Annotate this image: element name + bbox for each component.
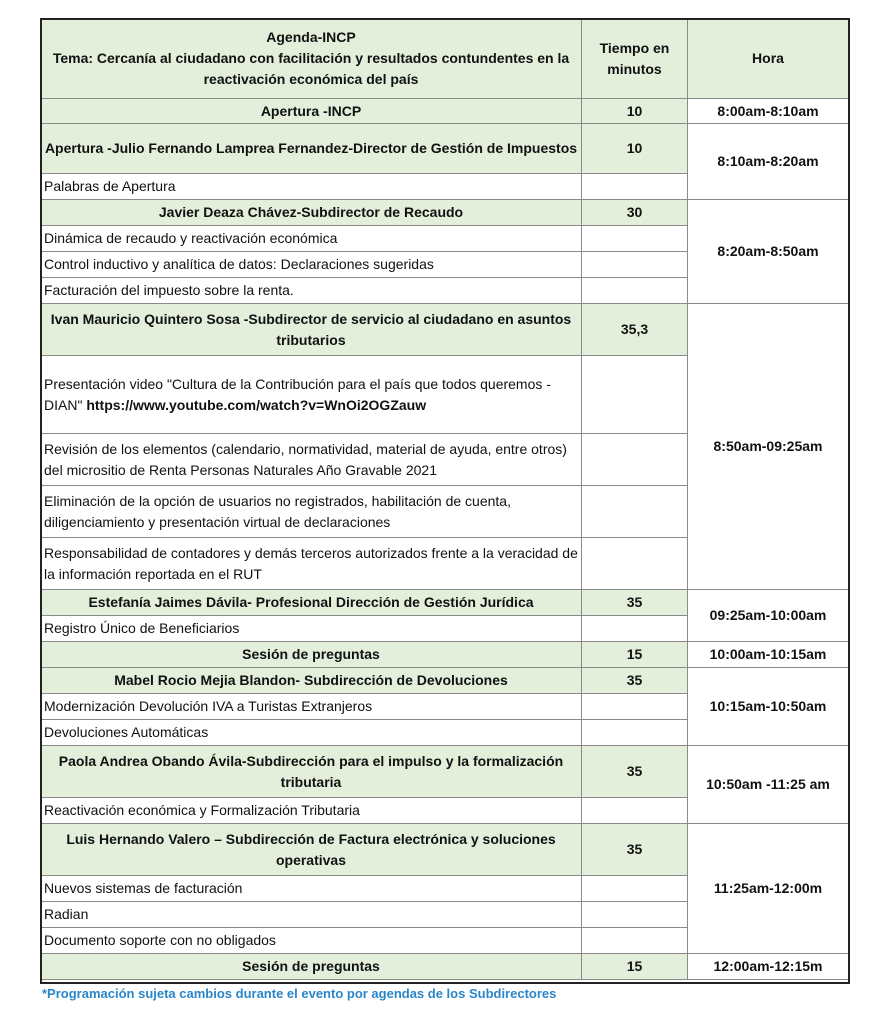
empty-cell xyxy=(582,486,688,538)
topic-item: Responsabilidad de contadores y demás terceros autorizados frente a la veracidad de la información reportada en el RUT xyxy=(41,538,582,590)
empty-cell xyxy=(582,356,688,434)
table-row xyxy=(41,124,849,174)
session-hour: 09:25am-10:00am xyxy=(688,590,849,642)
topic-item: Documento soporte con no obligados xyxy=(41,928,582,954)
session-minutes: 15 xyxy=(582,954,688,980)
footnote: *Programación sujeta cambios durante el evento por agendas de los Subdirectores xyxy=(42,986,557,1001)
topic-item: Facturación del impuesto sobre la renta. xyxy=(41,278,582,304)
session-hour: 12:00am-12:15m xyxy=(688,954,849,980)
empty-cell xyxy=(582,434,688,486)
session-hour: 8:00am-8:10am xyxy=(688,99,849,124)
topic-item: Revisión de los elementos (calendario, normatividad, material de ayuda, entre otros) del micrositio de Renta Personas Naturales Año Gravable 2021 xyxy=(41,434,582,486)
table-row xyxy=(41,824,849,876)
table-row xyxy=(41,590,849,616)
agenda-title-cell xyxy=(41,19,582,99)
session-title: Paola Andrea Obando Ávila-Subdirección para el impulso y la formalización tributaria xyxy=(41,746,582,798)
empty-cell xyxy=(582,278,688,304)
topic-item: Registro Único de Beneficiarios xyxy=(41,616,582,642)
session-minutes: 10 xyxy=(582,124,688,174)
session-minutes: 35 xyxy=(582,668,688,694)
empty-cell xyxy=(582,928,688,954)
session-title: Javier Deaza Chávez-Subdirector de Recaudo xyxy=(41,200,582,226)
session-title: Luis Hernando Valero – Subdirección de Factura electrónica y soluciones operativas xyxy=(41,824,582,876)
session-minutes: 35 xyxy=(582,746,688,798)
topic-item: Control inductivo y analítica de datos: Declaraciones sugeridas xyxy=(41,252,582,278)
empty-cell xyxy=(582,174,688,200)
session-minutes: 30 xyxy=(582,200,688,226)
table-row xyxy=(41,668,849,694)
hour-column-header: Hora xyxy=(688,19,849,99)
table-header-row xyxy=(41,19,849,99)
session-minutes: 35 xyxy=(582,824,688,876)
session-title: Sesión de preguntas xyxy=(41,642,582,668)
session-minutes: 35,3 xyxy=(582,304,688,356)
table-row xyxy=(41,746,849,798)
session-hour: 10:15am-10:50am xyxy=(688,668,849,746)
agenda-theme: Tema: Cercanía al ciudadano con facilitación y resultados contundentes en la reactivación económica del país xyxy=(52,50,570,87)
empty-cell xyxy=(582,720,688,746)
session-title: Ivan Mauricio Quintero Sosa -Subdirector de servicio al ciudadano en asuntos tributarios xyxy=(41,304,582,356)
table-row xyxy=(41,99,849,124)
session-minutes: 15 xyxy=(582,642,688,668)
session-hour: 10:50am -11:25 am xyxy=(688,746,849,824)
topic-item: Modernización Devolución IVA a Turistas Extranjeros xyxy=(41,694,582,720)
session-minutes: 35 xyxy=(582,590,688,616)
session-title: Mabel Rocio Mejia Blandon- Subdirección de Devoluciones xyxy=(41,668,582,694)
session-title: Apertura -INCP xyxy=(41,99,582,124)
empty-cell xyxy=(582,876,688,902)
table-row xyxy=(41,304,849,356)
topic-item: Radian xyxy=(41,902,582,928)
video-description: Presentación video "Cultura de la Contribución para el país que todos queremos - DIAN" xyxy=(44,375,551,413)
topic-item: Palabras de Apertura xyxy=(41,174,582,200)
session-title: Estefanía Jaimes Dávila- Profesional Dirección de Gestión Jurídica xyxy=(41,590,582,616)
empty-cell xyxy=(582,694,688,720)
topic-item: Nuevos sistemas de facturación xyxy=(41,876,582,902)
session-hour: 8:20am-8:50am xyxy=(688,200,849,304)
empty-cell xyxy=(582,616,688,642)
table-row xyxy=(41,954,849,980)
topic-item-video xyxy=(41,356,582,434)
session-hour: 8:50am-09:25am xyxy=(688,304,849,590)
table-row xyxy=(41,642,849,668)
session-hour: 8:10am-8:20am xyxy=(688,124,849,200)
topic-item: Eliminación de la opción de usuarios no registrados, habilitación de cuenta, diligenciamiento y presentación virtual de declaraciones xyxy=(41,486,582,538)
session-title: Sesión de preguntas xyxy=(41,954,582,980)
empty-cell xyxy=(582,538,688,590)
empty-cell xyxy=(582,226,688,252)
empty-cell xyxy=(582,902,688,928)
agenda-title: Agenda-INCP xyxy=(266,29,356,45)
topic-item: Reactivación económica y Formalización Tributaria xyxy=(41,798,582,824)
session-minutes: 10 xyxy=(582,99,688,124)
agenda-table xyxy=(40,18,849,980)
topic-item: Devoluciones Automáticas xyxy=(41,720,582,746)
topic-item: Dinámica de recaudo y reactivación económica xyxy=(41,226,582,252)
session-hour: 10:00am-10:15am xyxy=(688,642,849,668)
empty-cell xyxy=(582,798,688,824)
video-link[interactable]: https://www.youtube.com/watch?v=WnOi2OGZauw xyxy=(86,396,427,413)
minutes-column-header: Tiempo en minutos xyxy=(582,19,688,99)
session-title: Apertura -Julio Fernando Lamprea Fernandez-Director de Gestión de Impuestos xyxy=(41,124,582,174)
table-row xyxy=(41,200,849,226)
empty-cell xyxy=(582,252,688,278)
session-hour: 11:25am-12:00m xyxy=(688,824,849,954)
